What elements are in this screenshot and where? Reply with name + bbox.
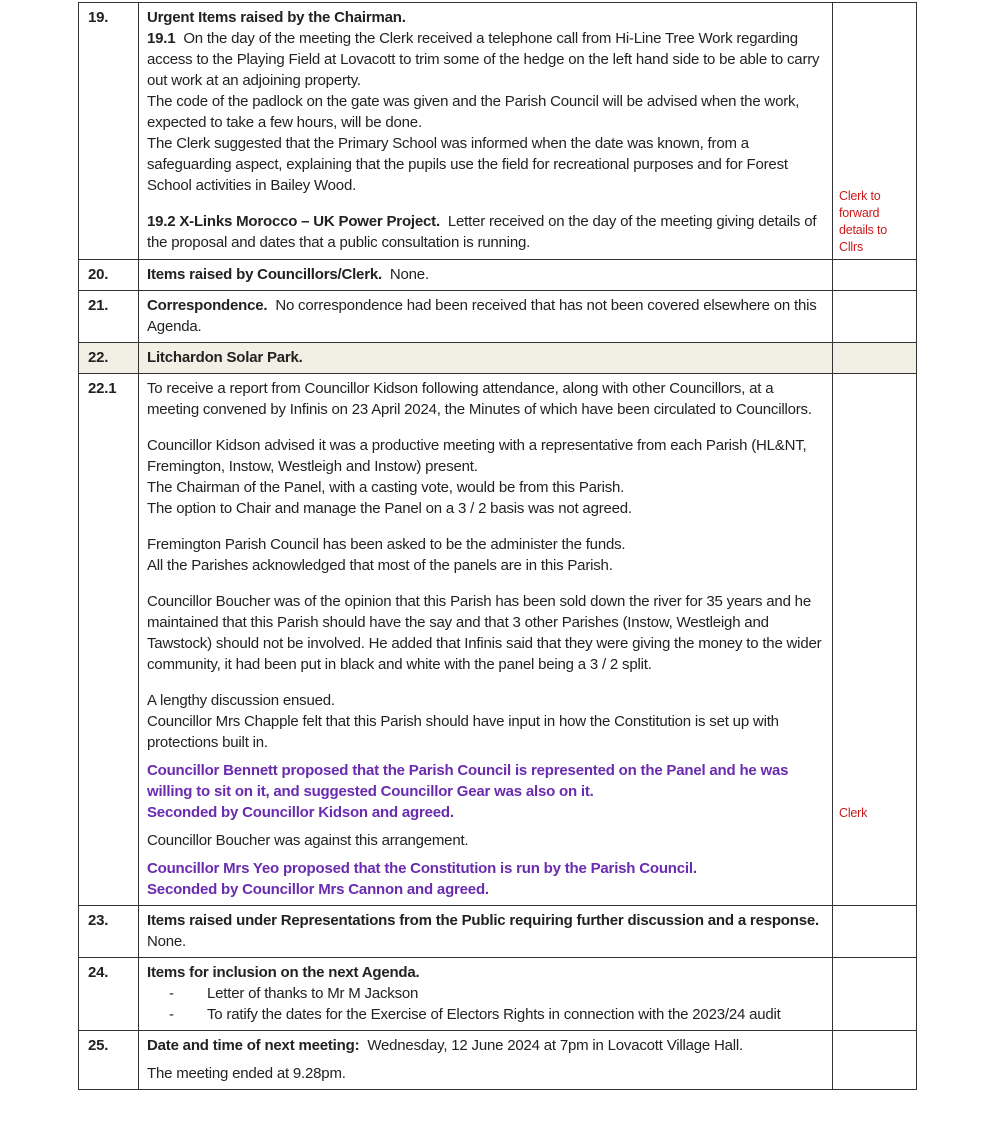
paragraph: Fremington Parish Council has been asked to be the administer the funds. (147, 536, 626, 553)
paragraph: The Clerk suggested that the Primary School was informed when the date was known, from a safeguarding aspect, explaining that the pupils use the field for recreational purposes and for Forest School activities in Bailey Wood. (147, 135, 788, 194)
paragraph: Wednesday, 12 June 2024 at 7pm in Lovacott Village Hall. (367, 1037, 744, 1054)
paragraph: Councillor Kidson advised it was a productive meeting with a representative from each Parish (HL&NT, Fremington, Instow, Westleigh and Instow) present. (147, 437, 807, 475)
item-title: Date and time of next meeting: (147, 1037, 360, 1054)
item-row-22-1 (79, 374, 917, 906)
action-cell (833, 343, 917, 374)
resolution: Councillor Bennett proposed that the Parish Council is represented on the Panel and he was willing to sit on it, and suggested Councillor Gear was also on it. (147, 762, 789, 800)
sub-item-title: 19.2 X-Links Morocco – UK Power Project. (147, 213, 440, 230)
item-content (139, 3, 833, 260)
item-content (139, 958, 833, 1031)
resolution: Councillor Mrs Yeo proposed that the Constitution is run by the Parish Council. (147, 860, 697, 877)
item-content (139, 1031, 833, 1090)
item-row-19 (79, 3, 917, 260)
item-number: 22. (79, 343, 139, 374)
action-cell (833, 1031, 917, 1090)
item-title: Litchardon Solar Park. (147, 349, 303, 366)
action-note: Clerk to forward details to Cllrs (839, 189, 888, 254)
item-row-21 (79, 291, 917, 343)
item-content (139, 343, 833, 374)
item-content (139, 374, 833, 906)
paragraph: The option to Chair and manage the Panel on a 3 / 2 basis was not agreed. (147, 500, 632, 517)
item-content (139, 906, 833, 958)
item-number: 22.1 (79, 374, 139, 906)
item-title: Items raised under Representations from the Public requiring further discussion and a response. (147, 912, 819, 929)
item-row-22 (79, 343, 917, 374)
list-item: - To ratify the dates for the Exercise of Electors Rights in connection with the 2023/24 audit (169, 1006, 781, 1023)
paragraph: None. (147, 933, 187, 950)
item-title: Correspondence. (147, 297, 268, 314)
action-cell (833, 260, 917, 291)
item-title: Items raised by Councillors/Clerk. (147, 266, 382, 283)
action-cell (833, 906, 917, 958)
paragraph: Councillor Mrs Chapple felt that this Parish should have input in how the Constitution is set up with protections built in. (147, 713, 779, 751)
paragraph: On the day of the meeting the Clerk received a telephone call from Hi-Line Tree Work regarding access to the Playing Field at Lovacott to trim some of the hedge on the left hand side to be able to carry out work at an adjoining property. (147, 30, 820, 89)
item-title: Urgent Items raised by the Chairman. (147, 9, 406, 26)
paragraph: A lengthy discussion ensued. (147, 692, 335, 709)
paragraph: The code of the padlock on the gate was given and the Parish Council will be advised when the work, expected to take a few hours, will be done. (147, 93, 800, 131)
action-cell (833, 958, 917, 1031)
item-row-24 (79, 958, 917, 1031)
item-number: 20. (79, 260, 139, 291)
minutes-table (78, 2, 917, 1090)
item-number: 21. (79, 291, 139, 343)
item-row-20 (79, 260, 917, 291)
action-note: Clerk (839, 806, 868, 820)
paragraph: All the Parishes acknowledged that most of the panels are in this Parish. (147, 557, 613, 574)
item-title: Items for inclusion on the next Agenda. (147, 964, 420, 981)
sub-item-number: 19.1 (147, 30, 176, 47)
item-row-25 (79, 1031, 917, 1090)
paragraph: The Chairman of the Panel, with a casting vote, would be from this Parish. (147, 479, 625, 496)
action-cell (833, 291, 917, 343)
paragraph: None. (389, 266, 429, 283)
item-row-23 (79, 906, 917, 958)
item-number: 25. (79, 1031, 139, 1090)
item-number: 23. (79, 906, 139, 958)
action-cell (833, 3, 917, 260)
paragraph: Letter received on the day of the meeting giving details of the proposal and dates that a public consultation is running. (147, 213, 817, 251)
list-item: - Letter of thanks to Mr M Jackson (169, 985, 419, 1002)
paragraph: Councillor Boucher was of the opinion that this Parish has been sold down the river for 35 years and he maintained that this Parish should have the say and that 3 other Parishes (Instow, Westleigh and Tawstock) should not be involved. He added that Infinis said that they were giving the money to the wider community, it had been put in black and white with the panel being a 3 / 2 split. (147, 593, 822, 673)
item-number: 24. (79, 958, 139, 1031)
resolution: Seconded by Councillor Mrs Cannon and agreed. (147, 881, 489, 898)
item-content (139, 260, 833, 291)
paragraph: To receive a report from Councillor Kidson following attendance, along with other Councillors, at a meeting convened by Infinis on 23 April 2024, the Minutes of which have been circulated to Councillors. (147, 380, 812, 418)
action-cell (833, 374, 917, 906)
paragraph: Councillor Boucher was against this arrangement. (147, 832, 469, 849)
item-content (139, 291, 833, 343)
resolution: Seconded by Councillor Kidson and agreed. (147, 804, 454, 821)
paragraph: No correspondence had been received that has not been covered elsewhere on this Agenda. (147, 297, 817, 335)
closing-note: The meeting ended at 9.28pm. (147, 1065, 346, 1082)
item-number: 19. (79, 3, 139, 260)
agenda-list (147, 983, 824, 1025)
